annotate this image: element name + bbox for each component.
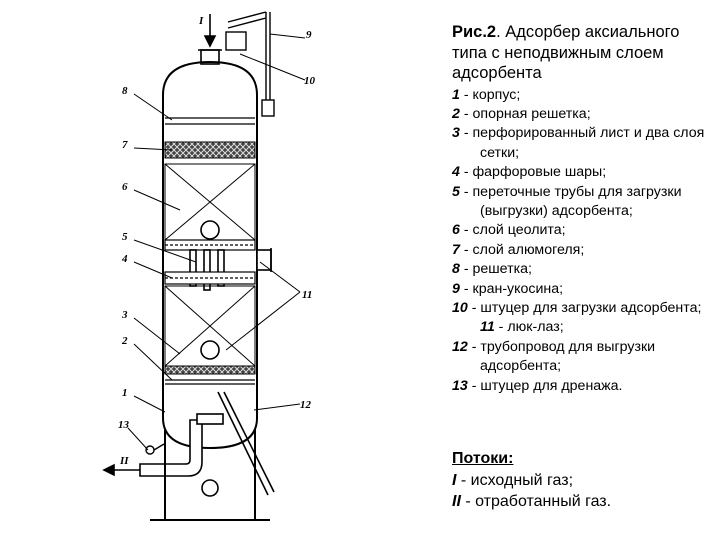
porcelain-balls-upper: [165, 240, 255, 250]
outlet-pipe: [140, 414, 223, 476]
legend-number: 3: [452, 125, 460, 142]
porcelain-balls-lower: [165, 272, 255, 284]
perforated-sheet: [165, 366, 255, 374]
legend-item: [452, 299, 714, 338]
callout-13: 13: [118, 419, 129, 431]
legend-text: - перфорированный лист и два слоя сетки;: [459, 125, 705, 161]
callout-4: 4: [122, 253, 128, 265]
legend-number: 8: [452, 261, 460, 278]
legend-number: 11: [480, 319, 495, 336]
callout-10: 10: [304, 75, 315, 87]
legend-item: [452, 377, 714, 396]
legend-number: 2: [452, 105, 460, 122]
flow-item: [452, 470, 714, 491]
callout-3: 3: [122, 309, 128, 321]
legend-number: 13: [452, 377, 468, 394]
callout-9: 9: [306, 29, 312, 41]
callout-12: 12: [300, 399, 311, 411]
legend-text: - решетка;: [459, 261, 532, 278]
support-grid: [165, 380, 255, 384]
legend-item: [452, 86, 714, 105]
legend-item: [452, 260, 714, 279]
flow-number: II: [452, 493, 461, 510]
legend-item: [452, 183, 714, 222]
upper-manhole: [201, 221, 219, 239]
legend-text: - слой алюмогеля;: [459, 241, 585, 258]
callout-8: 8: [122, 85, 128, 97]
legend-text: - слой цеолита;: [459, 222, 566, 239]
callout-2: 2: [122, 335, 128, 347]
legend-item: [452, 280, 714, 299]
legend-item: [452, 124, 714, 163]
skirt-opening: [202, 480, 218, 496]
legend-text: - кран-укосина;: [459, 280, 564, 297]
figure-title: Рис.2. Адсорбер аксиального типа с неподвижным слоем адсорбента: [452, 23, 680, 82]
callout-1: 1: [122, 387, 128, 399]
legend-number: 9: [452, 280, 460, 297]
legend-text: - корпус;: [459, 86, 521, 103]
flow-text: - отработанный газ.: [460, 493, 612, 510]
inlet-arrow: [205, 14, 215, 46]
legend-item: [452, 221, 714, 240]
flows-heading: Потоки:: [452, 450, 514, 467]
legend-item: [452, 338, 714, 377]
legend-list: [452, 86, 714, 397]
drain-nozzle: [146, 444, 164, 454]
legend-number: 7: [452, 241, 460, 258]
flow-in-label: I: [199, 15, 204, 27]
lower-manhole: [201, 341, 219, 359]
legend-item: [452, 163, 714, 182]
callout-7: 7: [122, 139, 128, 151]
callout-5: 5: [122, 231, 128, 243]
legend-text: - штуцер для загрузки адсорбента;: [467, 299, 702, 316]
legend-item: [452, 105, 714, 124]
flow-number: I: [452, 472, 457, 489]
legend-panel: [452, 22, 714, 396]
legend-text: - люк-лаз;: [494, 319, 564, 336]
alumogel-layer: [165, 142, 255, 158]
legend-number: 4: [452, 164, 460, 181]
legend-text: - переточные трубы для загрузки (выгрузки) адсорбента;: [459, 183, 682, 219]
flows-panel: [452, 448, 714, 512]
unload-pipeline: [218, 392, 274, 495]
legend-number: 1: [452, 86, 460, 103]
flows-list: [452, 470, 714, 512]
legend-text: - штуцер для дренажа.: [467, 377, 623, 394]
flow-text: - исходный газ;: [456, 472, 574, 489]
legend-text: - трубопровод для выгрузки адсорбента;: [467, 338, 656, 375]
top-grate: [165, 118, 255, 124]
legend-item: [452, 241, 714, 260]
callout-6: 6: [122, 181, 128, 193]
legend-number: 6: [452, 222, 460, 239]
legend-number: 12: [452, 338, 468, 355]
flow-item: [452, 491, 714, 512]
legend-number: 5: [452, 183, 460, 200]
flow-out-label: II: [120, 455, 129, 467]
legend-number: 10: [452, 299, 468, 316]
legend-text: - фарфоровые шары;: [459, 164, 607, 181]
legend-text: - опорная решетка;: [459, 105, 591, 122]
callout-11: 11: [302, 289, 313, 301]
